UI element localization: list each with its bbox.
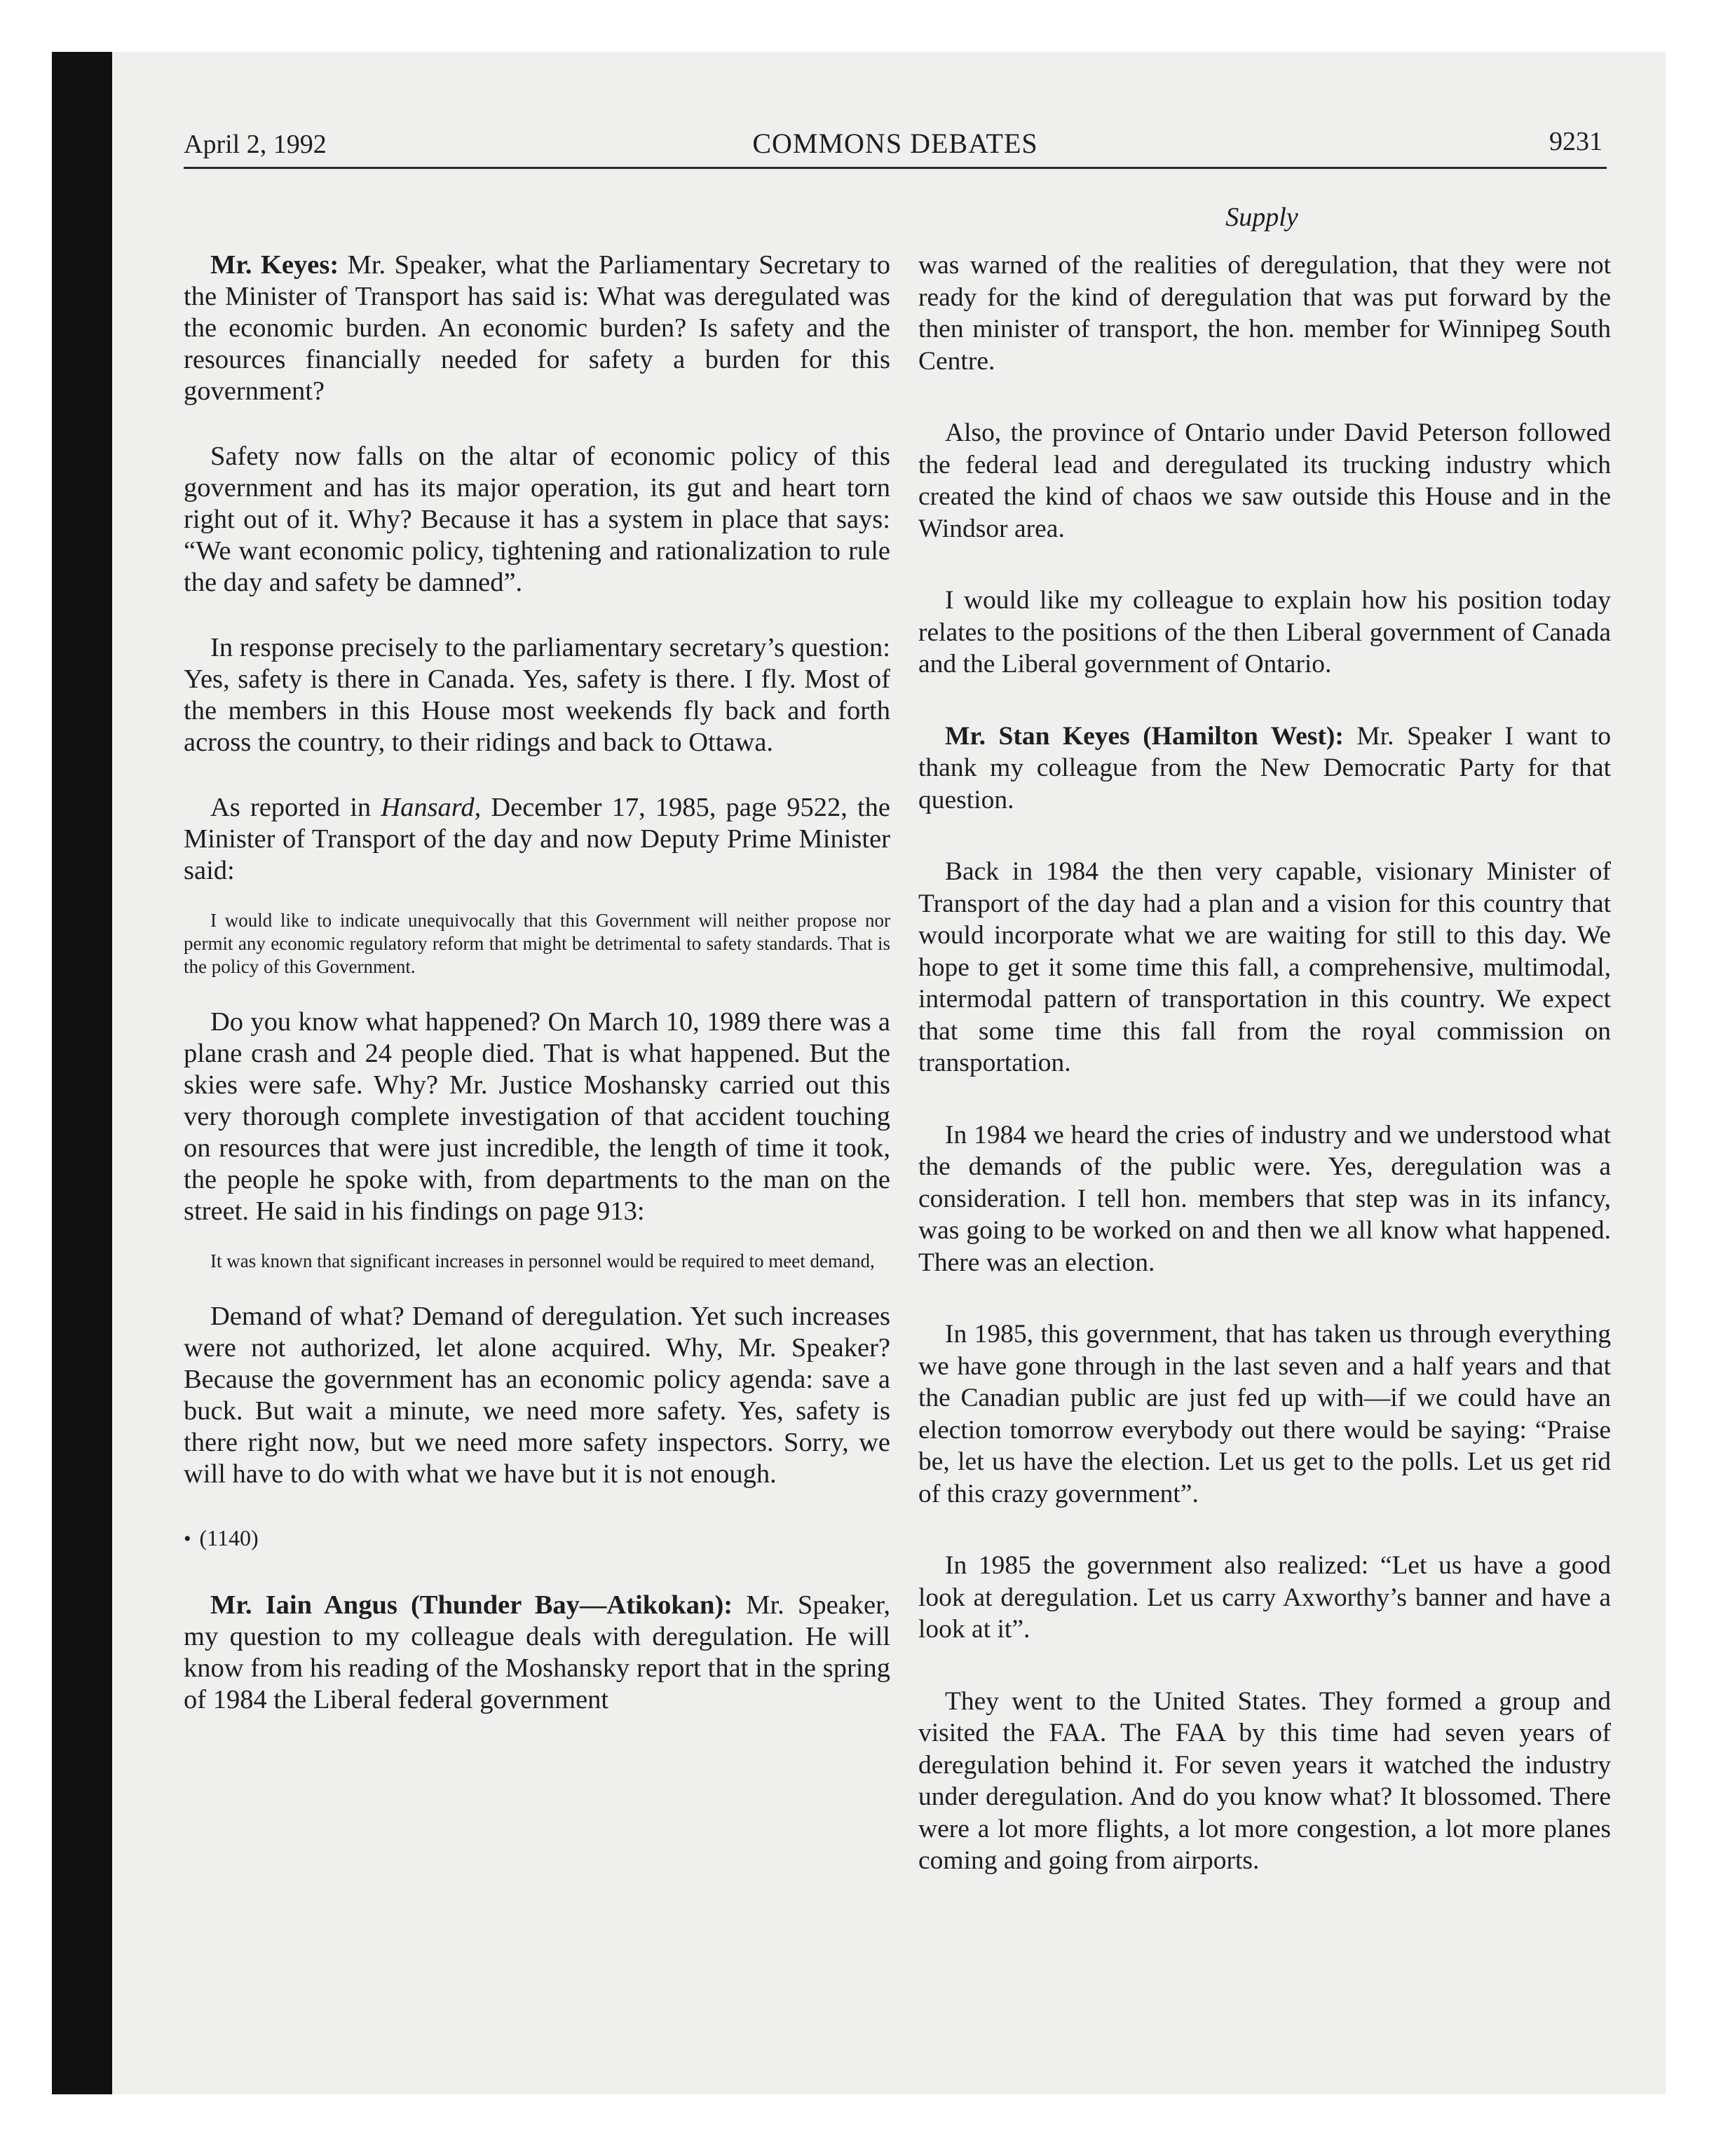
time-stamp (184, 1524, 890, 1553)
paragraph: Also, the province of Ontario under David Peterson followed the federal lead and deregulated its trucking industry which created the kind of chaos we saw outside this House and in the Windsor area. (918, 418, 1611, 543)
paragraph: In 1984 we heard the cries of industry and we understood what the demands of the public were. Yes, deregulation was a consideration. I tell hon. members that step was in its infancy, was going to be worked on and then we all know what happened. There was an election. (918, 1120, 1611, 1277)
right-column (918, 250, 1611, 1917)
paragraph (918, 721, 1611, 817)
paragraph: Demand of what? Demand of deregulation. Yet such increases were not authorized, let alone acquired. Why, Mr. Speaker? Because the government has an economic policy agenda: save a buck. But wait a minute, we need more safety. Yes, safety is there right now, but we need more safety inspectors. Sorry, we will have to do with what we have but it is not enough. (184, 1302, 890, 1489)
paragraph (184, 250, 890, 407)
block-quote: I would like to indicate unequivocally that this Government will neither propose nor permit any economic regulatory reform that might be detrimental to safety standards. That is the policy of this Government. (184, 910, 890, 977)
paragraph: They went to the United States. They formed a group and visited the FAA. The FAA by this time had seven years of deregulation behind it. For seven years it watched the industry under deregulation. And do you know what? It blossomed. There were a lot more flights, a lot more congestion, a lot more planes coming and going from airports. (918, 1686, 1611, 1875)
paragraph: Back in 1984 the then very capable, visionary Minister of Transport of the day had a plan and a vision for this country that would incorporate what we are waiting for still to this day. We hope to get it some time this fall, a comprehensive, multimodal, intermodal pattern of transportation in this country. We expect that some time this fall from the royal commission on transportation. (918, 857, 1611, 1077)
time-stamp-text: (1140) (199, 1525, 259, 1550)
paragraph (184, 1590, 890, 1716)
paragraph: Do you know what happened? On March 10, 1989 there was a plane crash and 24 people died. That is what happened. But the skies were safe. Why? Mr. Justice Moshansky carried out this very thorough complete investigation of that accident touching on resources that were just incredible, the length of time it took, the people he spoke with, from departments to the man on the street. He said in his findings on page 913: (184, 1007, 890, 1226)
paragraph: I would like my colleague to explain how his position today relates to the positions of the then Liberal government of Canada and the Liberal government of Ontario. (918, 586, 1611, 678)
header-publication: COMMONS DEBATES (752, 128, 1038, 159)
speaker-name: Mr. Stan Keyes (Hamilton West): (945, 721, 1344, 751)
binding-shadow (52, 52, 112, 2094)
paragraph-text: Mr. Speaker, what the Parliamentary Secretary to the Minister of Transport has said is: What was deregulated was the economic burden. An economic burden? Is safety and the resources financially needed for safety a burden for this government? (184, 250, 891, 406)
paragraph-text: December 17, 1985, page 9522, the Minister of Transport of the day and now Deputy Prime Minister said: (184, 793, 891, 885)
bullet-icon: • (184, 1527, 191, 1550)
paragraph-text: Mr. Speaker I want to thank my colleague from the New Democratic Party for that question. (918, 721, 1611, 814)
hansard-citation: Hansard, (381, 793, 482, 822)
block-quote: It was known that significant increases in personnel would be required to meet demand, (210, 1250, 875, 1271)
paragraph-text: As reported in (210, 793, 372, 822)
paragraph: Safety now falls on the altar of economic policy of this government and has its major operation, its gut and heart torn right out of it. Why? Because it has a system in place that says: “We want economic policy, tightening and rationalization to rule the day and safety be damned”. (184, 442, 890, 597)
paragraph-text: Mr. Speaker, my question to my colleague deals with deregulation. He will know from his reading of the Moshansky report that in the spring of 1984 the Liberal federal government (184, 1590, 890, 1714)
running-header (184, 125, 1607, 169)
paragraph: In response precisely to the parliamentary secretary’s question: Yes, safety is there in Canada. Yes, safety is there. I fly. Most of the members in this House most weekends fly back and forth across the country, to their ridings and back to Ottawa. (184, 633, 890, 757)
header-date: April 2, 1992 (184, 130, 327, 159)
header-page-number: 9231 (1549, 127, 1603, 156)
paragraph: In 1985, this government, that has taken us through everything we have gone through in the last seven and a half years and that the Canadian public are just fed up with—if we could have an election tomorrow everybody out there would be saying: “Praise be, let us have the election. Let us get to the polls. Let us get rid of this crazy government”. (918, 1320, 1611, 1508)
speaker-name: Mr. Keyes: (210, 250, 339, 280)
speaker-name: Mr. Iain Angus (Thunder Bay—Atikokan): (210, 1590, 733, 1620)
paragraph (184, 792, 890, 887)
paragraph: In 1985 the government also realized: “Let us have a good look at deregulation. Let us carry Axworthy’s banner and have a look at it”. (918, 1551, 1611, 1644)
paragraph: was warned of the realities of deregulation, that they were not ready for the kind of deregulation that was put forward by the then minister of transport, the hon. member for Winnipeg South Centre. (918, 251, 1611, 376)
left-column (184, 250, 890, 1749)
section-label: Supply (1225, 203, 1298, 232)
